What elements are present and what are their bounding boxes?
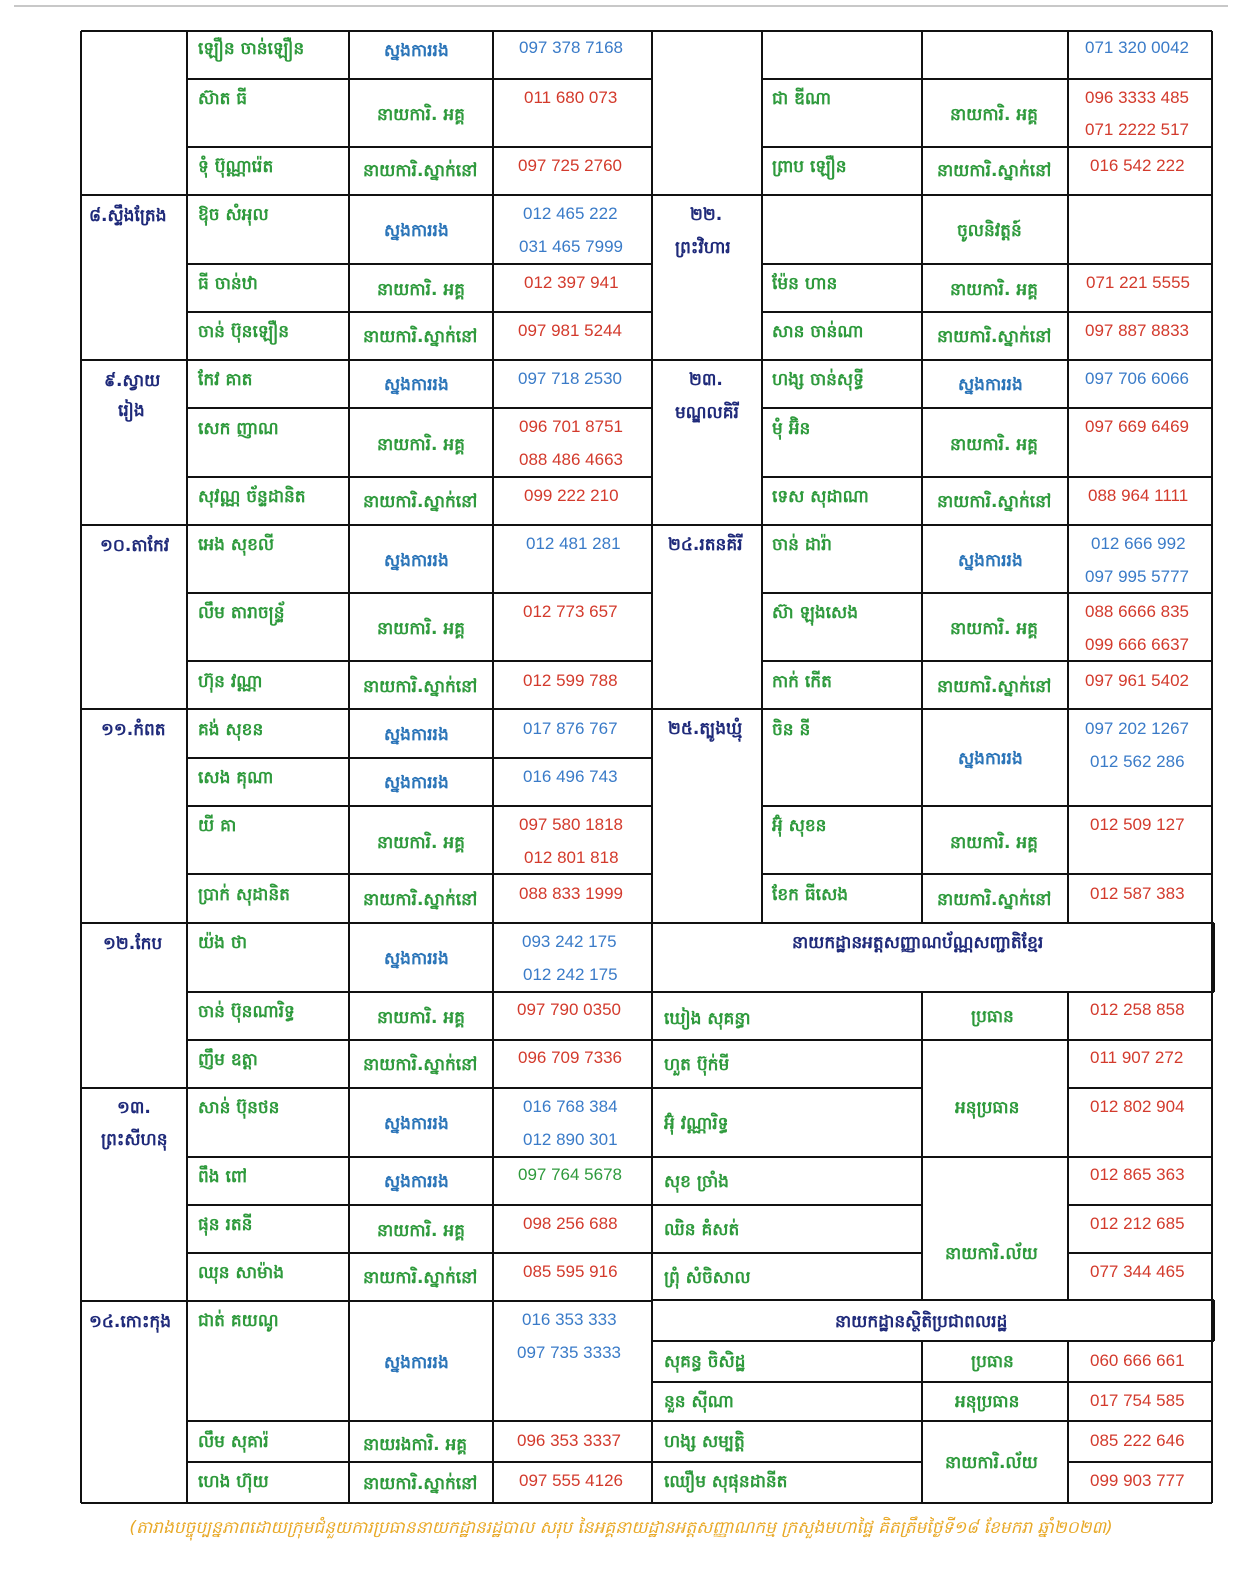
role-label: ស្នងការរង bbox=[384, 375, 449, 395]
role-label: នាយការិ.ស្នាក់នៅ bbox=[363, 890, 478, 910]
official-name: លឹម សុគារ៉ bbox=[198, 1432, 269, 1452]
official-name: ចាន់ ដារ៉ា bbox=[772, 535, 832, 555]
phone-number: 012 587 383 bbox=[1090, 884, 1185, 903]
role-label: នាយការិ. អគ្គ bbox=[950, 435, 1038, 455]
role-label: នាយការិ. អគ្គ bbox=[950, 280, 1038, 300]
official-name: ពឹង ពៅ bbox=[198, 1167, 248, 1187]
phone-number: 016 496 743 bbox=[523, 767, 618, 786]
official-name: លឹម តារាចន្ទ្រ័ bbox=[198, 603, 285, 623]
official-name: ហ៊ុន វណ្ណា bbox=[198, 672, 263, 692]
phone-number: 088 6666 835 bbox=[1085, 602, 1189, 621]
province-label: មណ្ឌលគិរី bbox=[675, 403, 739, 423]
official-name: ឈិន គំសត់ bbox=[664, 1220, 740, 1240]
role-label: នាយការិ.ស្នាក់នៅ bbox=[363, 1474, 478, 1494]
role-label: នាយការិ. អគ្គ bbox=[950, 833, 1038, 853]
footer-note: (តារាងបច្ចុប្បន្នភាពដោយក្រុមជំនួយការប្រធាននាយកដ្ឋានរដ្ឋបាល សរុប នៃអគ្គនាយដ្ឋានអត្តសញ្ញាណកម្ម ក្រសួងមហាផ្ទៃ គិតត្រឹមថ្ងៃទី១៨ ខែមករា ឆ្នាំ២០២៣) bbox=[129, 1518, 1113, 1538]
phone-number: 097 669 6469 bbox=[1085, 417, 1189, 436]
phone-number: 097 735 3333 bbox=[517, 1343, 621, 1362]
phone-number: 096 3333 485 bbox=[1085, 88, 1189, 107]
official-name: កាក់ កើត bbox=[772, 672, 832, 692]
official-name: ព្រុំ សំចិសាល bbox=[664, 1268, 751, 1288]
role-label: ចូលនិវត្តន៍ bbox=[957, 221, 1022, 241]
phone-number: 097 580 1818 bbox=[519, 815, 623, 834]
role-label: នាយការិ. អគ្គ bbox=[377, 619, 465, 639]
phone-number: 071 320 0042 bbox=[1085, 38, 1189, 57]
official-name: សុគន្ធ ចិសិដ្ឋ bbox=[664, 1352, 746, 1372]
phone-number: 016 353 333 bbox=[522, 1310, 617, 1329]
province-label: រៀង bbox=[118, 401, 145, 421]
official-name: ហួត ប៊ុក់មី bbox=[664, 1055, 730, 1075]
official-name: ស៊ា ឡុងសេង bbox=[772, 603, 859, 623]
role-label: នាយការិ. អគ្គ bbox=[377, 833, 465, 853]
section-title: នាយកដ្ឋានស្ថិតិប្រជាពលរដ្ឋ bbox=[835, 1312, 1008, 1332]
official-name: ជា ឌីណា bbox=[772, 89, 832, 109]
phone-number: 012 465 222 bbox=[523, 204, 618, 223]
role-label: នាយការិ.ស្នាក់នៅ bbox=[363, 1055, 478, 1075]
phone-number: 012 865 363 bbox=[1090, 1165, 1185, 1184]
phone-number: 071 2222 517 bbox=[1085, 120, 1189, 139]
official-name: មុំ អ៊ិន bbox=[772, 419, 811, 439]
phone-number: 085 222 646 bbox=[1090, 1431, 1185, 1450]
role-label: ស្នងការរង bbox=[384, 551, 449, 571]
role-label: នាយការិ. អគ្គ bbox=[377, 1008, 465, 1028]
phone-number: 012 802 904 bbox=[1090, 1097, 1185, 1116]
role-label: នាយការិ. អគ្គ bbox=[950, 619, 1038, 639]
official-name: ហង្ស ចាន់សុទ្ធី bbox=[772, 370, 864, 390]
phone-number: 012 666 992 bbox=[1091, 534, 1186, 553]
role-label: នាយការិ.ល័យ bbox=[945, 1453, 1038, 1473]
role-label: នាយការិ. អគ្គ bbox=[950, 105, 1038, 125]
role-label: ប្រធាន bbox=[971, 1007, 1014, 1027]
phone-number: 017 754 585 bbox=[1090, 1391, 1185, 1410]
role-label: ស្នងការរង bbox=[384, 41, 449, 61]
role-label: នាយការិ. អគ្គ bbox=[377, 105, 465, 125]
role-label: នាយការិ. អគ្គ bbox=[377, 1221, 465, 1241]
official-name: គង់ សុខន bbox=[198, 720, 264, 740]
phone-number: 088 486 4663 bbox=[519, 450, 623, 469]
section-title: នាយកដ្ឋានអត្តសញ្ញាណប័ណ្ណសញ្ជាតិខ្មែរ bbox=[792, 933, 1044, 953]
role-label: ស្នងការរង bbox=[384, 1353, 449, 1373]
phone-number: 071 221 5555 bbox=[1086, 273, 1190, 292]
phone-number: 099 903 777 bbox=[1090, 1471, 1185, 1490]
role-label: អនុប្រធាន bbox=[955, 1098, 1020, 1118]
phone-number: 017 876 767 bbox=[523, 719, 618, 738]
phone-number: 012 509 127 bbox=[1090, 815, 1185, 834]
phone-number: 088 833 1999 bbox=[519, 884, 623, 903]
phone-number: 097 995 5777 bbox=[1085, 567, 1189, 586]
phone-number: 097 790 0350 bbox=[517, 1000, 621, 1019]
official-name: សាន់ ប៊ុនថន bbox=[198, 1098, 280, 1118]
official-name: ម៉ែន ហាន bbox=[772, 274, 838, 294]
phone-number: 077 344 465 bbox=[1090, 1262, 1185, 1281]
phone-number: 016 542 222 bbox=[1090, 156, 1185, 175]
province-label: ២៤.រតនគិរី bbox=[668, 535, 743, 555]
phone-number: 031 465 7999 bbox=[519, 237, 623, 256]
phone-number: 093 242 175 bbox=[522, 932, 617, 951]
role-label: នាយការិ.ស្នាក់នៅ bbox=[937, 890, 1052, 910]
official-name: ឱុច សំអុល bbox=[198, 205, 269, 225]
phone-number: 011 907 272 bbox=[1090, 1048, 1184, 1067]
phone-number: 097 887 8833 bbox=[1085, 321, 1189, 340]
role-label: នាយរងការិ. អគ្គ bbox=[363, 1435, 468, 1455]
phone-number: 097 981 5244 bbox=[518, 321, 622, 340]
official-name: សុវណ្ណ ច័ន្ទដានិត bbox=[198, 487, 306, 507]
official-name: សាន ចាន់ណា bbox=[772, 322, 864, 342]
official-name: យី គា bbox=[198, 816, 237, 836]
province-label: ១៤.កោះកុង bbox=[89, 1312, 171, 1332]
phone-number: 012 397 941 bbox=[524, 273, 619, 292]
phone-number: 097 725 2760 bbox=[518, 156, 622, 175]
phone-number: 012 481 281 bbox=[526, 534, 621, 553]
official-name: កែវ គាត bbox=[198, 370, 253, 390]
province-label: ១៣. bbox=[117, 1098, 151, 1118]
province-label: ២៥.ត្បូងឃ្មុំ bbox=[668, 719, 743, 739]
official-name: ទេស សុដាណា bbox=[772, 487, 869, 507]
official-name: ញឹម ឧត្តា bbox=[198, 1050, 258, 1070]
role-label: នាយការិ. អគ្គ bbox=[377, 435, 465, 455]
phone-number: 098 256 688 bbox=[523, 1214, 618, 1233]
role-label: នាយការិ.ស្នាក់នៅ bbox=[363, 492, 478, 512]
phone-number: 096 353 3337 bbox=[517, 1431, 621, 1450]
phone-number: 012 599 788 bbox=[523, 671, 618, 690]
phone-number: 097 378 7168 bbox=[519, 38, 623, 57]
role-label: នាយការិ.ស្នាក់នៅ bbox=[937, 161, 1052, 181]
role-label: នាយការិ.ស្នាក់នៅ bbox=[937, 327, 1052, 347]
phone-number: 097 706 6066 bbox=[1085, 369, 1189, 388]
role-label: ស្នងការរង bbox=[958, 375, 1023, 395]
official-name: ធី ចាន់ឋា bbox=[198, 274, 258, 294]
phone-number: 097 718 2530 bbox=[518, 369, 622, 388]
province-label: ១២.កែប bbox=[103, 934, 163, 954]
phone-number: 099 666 6637 bbox=[1085, 635, 1189, 654]
official-name: យ៉ង ថា bbox=[198, 933, 248, 953]
phone-number: 012 258 858 bbox=[1090, 1000, 1185, 1019]
official-name: ជាត់ គយណូ bbox=[198, 1311, 279, 1331]
phone-number: 099 222 210 bbox=[524, 486, 619, 505]
phone-number: 012 890 301 bbox=[523, 1130, 618, 1149]
phone-number: 012 212 685 bbox=[1090, 1214, 1185, 1233]
role-label: ស្នងការរង bbox=[384, 1114, 449, 1134]
province-label: ព្រះសីហនុ bbox=[101, 1130, 168, 1150]
phone-number: 012 773 657 bbox=[523, 602, 618, 621]
phone-number: 060 666 661 bbox=[1090, 1351, 1185, 1370]
phone-number: 016 768 384 bbox=[523, 1097, 618, 1116]
official-name: ចាន់ ប៊ុនឡឿន bbox=[198, 322, 290, 342]
role-label: នាយការិ.ស្នាក់នៅ bbox=[937, 677, 1052, 697]
official-name: សេក ញាណ bbox=[198, 419, 279, 439]
province-label: ព្រះវិហារ bbox=[675, 238, 731, 258]
official-name: ឈឿម សុផុនដានីត bbox=[664, 1472, 788, 1492]
phone-number: 097 764 5678 bbox=[518, 1165, 622, 1184]
role-label: នាយការិ.ស្នាក់នៅ bbox=[937, 492, 1052, 512]
official-name: ហេង ហ៊ុយ bbox=[198, 1472, 269, 1492]
role-label: ស្នងការរង bbox=[384, 1172, 449, 1192]
official-name: ឡឿន ចាន់ឡឿន bbox=[198, 39, 305, 59]
role-label: ស្នងការរង bbox=[958, 551, 1023, 571]
role-label: ស្នងការរង bbox=[384, 221, 449, 241]
role-label: នាយការិ.ស្នាក់នៅ bbox=[363, 327, 478, 347]
official-name: ខែក ធីសេង bbox=[772, 885, 849, 905]
official-name: សុខ ច្រាំង bbox=[664, 1172, 729, 1192]
phone-number: 097 555 4126 bbox=[519, 1471, 623, 1490]
official-name: ឈុន សាម៉ាង bbox=[198, 1263, 285, 1283]
province-label: ១០.តាកែវ bbox=[100, 536, 170, 556]
role-label: នាយការិ.ស្នាក់នៅ bbox=[363, 677, 478, 697]
role-label: នាយការិ. អគ្គ bbox=[377, 280, 465, 300]
phone-number: 012 242 175 bbox=[523, 965, 618, 984]
phone-number: 097 202 1267 bbox=[1085, 719, 1189, 738]
phone-number: 096 709 7336 bbox=[518, 1048, 622, 1067]
phone-number: 097 961 5402 bbox=[1085, 671, 1189, 690]
role-label: ប្រធាន bbox=[971, 1352, 1014, 1372]
role-label: ស្នងការរង bbox=[958, 749, 1023, 769]
role-label: អនុប្រធាន bbox=[955, 1392, 1020, 1412]
official-name: អ៊ុំ សុខន bbox=[772, 816, 827, 836]
official-name: ចាន់ ប៊ុនណារិទ្ធ bbox=[198, 1002, 295, 1022]
role-label: ស្នងការរង bbox=[384, 725, 449, 745]
phone-number: 088 964 1111 bbox=[1088, 486, 1189, 505]
phone-number: 012 801 818 bbox=[524, 848, 619, 867]
role-label: នាយការិ.ស្នាក់នៅ bbox=[363, 1268, 478, 1288]
province-label: ៩.ស្វាយ bbox=[104, 371, 161, 391]
official-name: នួន ស៊ីណា bbox=[664, 1392, 734, 1412]
phone-number: 012 562 286 bbox=[1090, 752, 1185, 771]
role-label: ស្នងការរង bbox=[384, 773, 449, 793]
official-name: ផុន រតនី bbox=[198, 1215, 253, 1235]
official-name: ទុំ ប៊ុណ្ណារ៉េត bbox=[198, 157, 274, 177]
official-name: ព្រាប ឡឿន bbox=[772, 157, 847, 177]
official-name: អេង សុខលី bbox=[198, 535, 275, 555]
official-name: សេង គុណា bbox=[198, 768, 274, 788]
official-name: ហង្ស សម្បត្តិ bbox=[664, 1432, 745, 1452]
province-label: ៨.ស្ទឹងត្រែង bbox=[89, 206, 167, 226]
phone-number: 096 701 8751 bbox=[519, 417, 623, 436]
role-label: ស្នងការរង bbox=[384, 949, 449, 969]
official-name: ចិន នី bbox=[772, 720, 811, 740]
role-label: នាយការិ.ស្នាក់នៅ bbox=[363, 161, 478, 181]
role-label: នាយការិ.ល័យ bbox=[945, 1244, 1038, 1264]
province-label: ២៣. bbox=[689, 370, 723, 390]
official-name: ប្រាក់ សុដានិត bbox=[198, 885, 290, 905]
province-label: ២២. bbox=[690, 205, 723, 225]
official-name: អ៊ុំ វណ្ណារិទ្ធ bbox=[664, 1114, 729, 1134]
phone-number: 085 595 916 bbox=[523, 1262, 618, 1281]
official-name: ឃៀង សុគន្ធា bbox=[664, 1009, 751, 1029]
official-name: ស៊ាត ធី bbox=[198, 89, 248, 109]
phone-number: 011 680 073 bbox=[524, 88, 618, 107]
province-label: ១១.កំពត bbox=[101, 720, 166, 740]
